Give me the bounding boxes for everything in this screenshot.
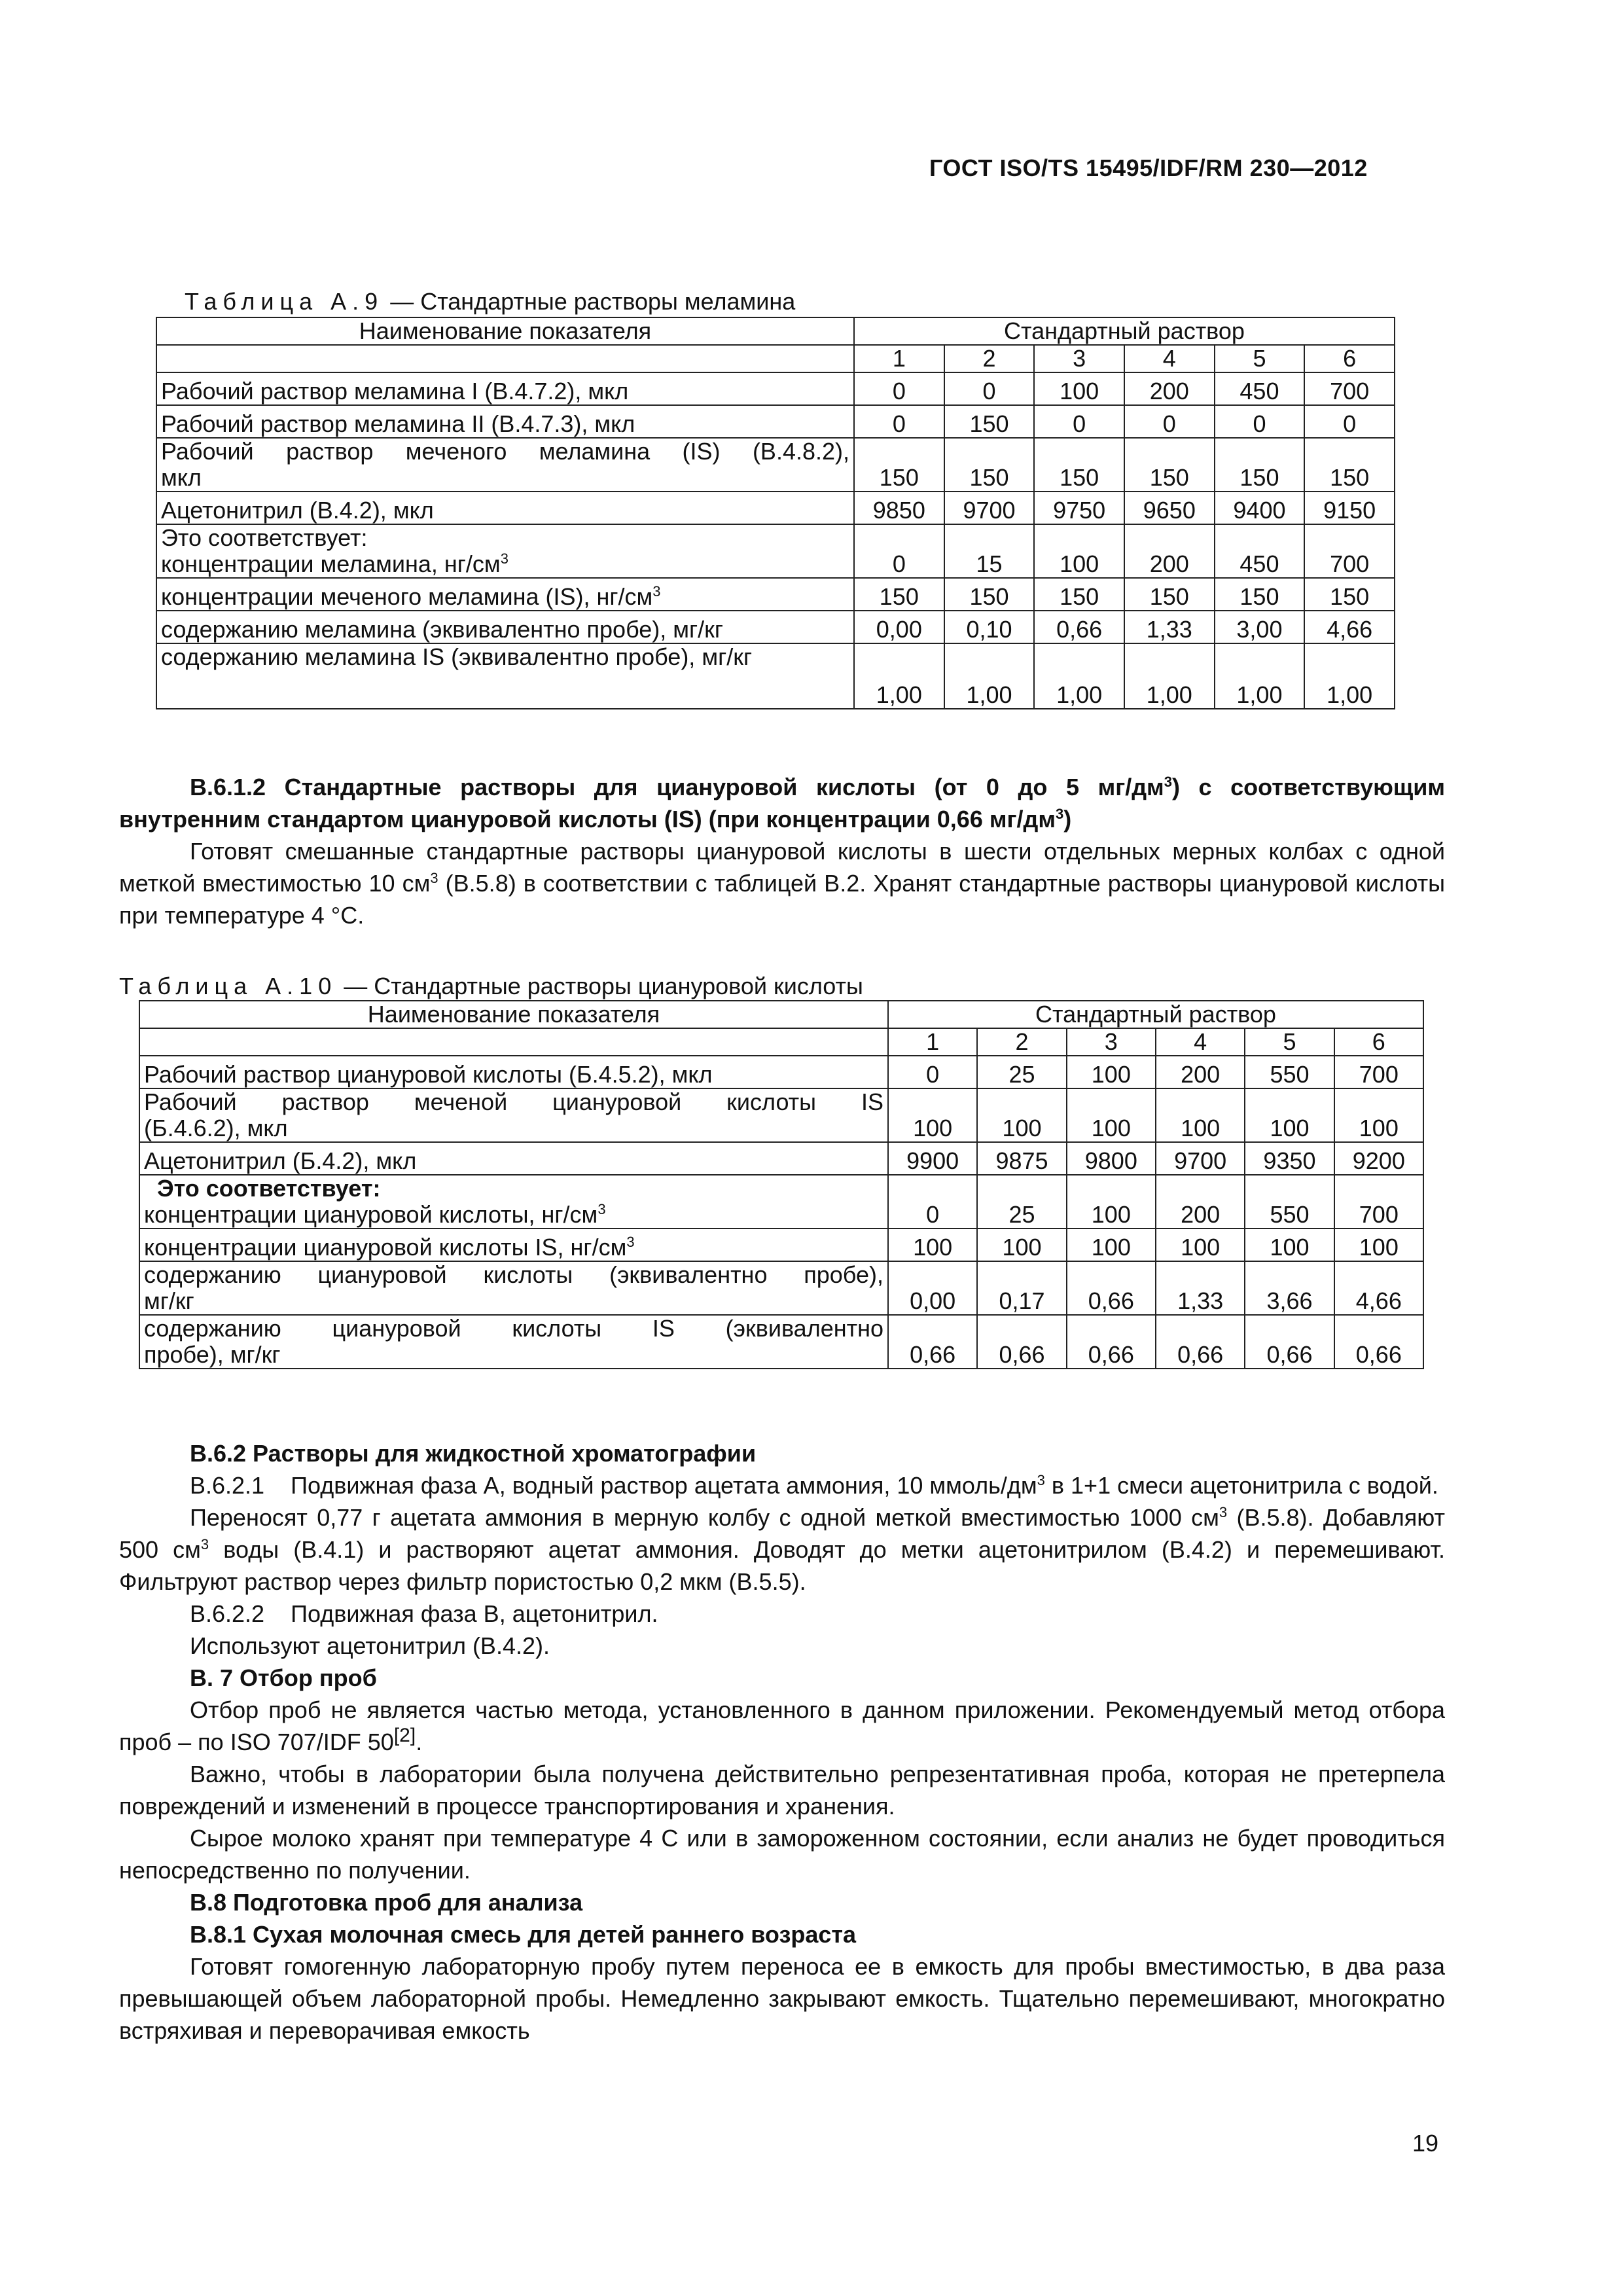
row-label: Рабочий раствор меченой циануровой кислоты IS (Б.4.6.2), мкл <box>139 1088 888 1142</box>
cell: 9700 <box>1156 1142 1245 1175</box>
cell: 150 <box>1304 438 1395 492</box>
cell: 0,66 <box>888 1315 977 1369</box>
table9-header-std: Стандартный раствор <box>854 317 1395 345</box>
cell: 1,00 <box>1034 643 1124 709</box>
row-label: содержанию циануровой кислоты (эквивалентно пробе), мг/кг <box>139 1261 888 1315</box>
row-label: содержанию меламина (эквивалентно пробе), мг/кг <box>156 611 854 643</box>
cell: 25 <box>977 1056 1066 1088</box>
cell: 200 <box>1124 524 1215 578</box>
cell: 3,66 <box>1245 1261 1334 1315</box>
cell: 100 <box>888 1229 977 1261</box>
cell: 100 <box>1334 1088 1423 1142</box>
table-row <box>156 492 1395 524</box>
table9-col-2: 2 <box>944 345 1035 372</box>
cell: 150 <box>1034 578 1124 611</box>
cell: 100 <box>1245 1229 1334 1261</box>
cell: 0 <box>944 372 1035 405</box>
cell: 0,66 <box>1067 1261 1156 1315</box>
row-label: Ацетонитрил (В.4.2), мкл <box>156 492 854 524</box>
table9-col-4: 4 <box>1124 345 1215 372</box>
cell: 200 <box>1156 1056 1245 1088</box>
cell: 1,00 <box>1124 643 1215 709</box>
table-row <box>156 578 1395 611</box>
table-row <box>156 372 1395 405</box>
cell: 100 <box>977 1088 1066 1142</box>
cell: 150 <box>944 578 1035 611</box>
cell: 9875 <box>977 1142 1066 1175</box>
table-row <box>139 1056 1423 1088</box>
cell: 100 <box>1067 1056 1156 1088</box>
paragraph: Важно, чтобы в лаборатории была получена действительно репрезентативная проба, которая не претерпела повреждений и изменений в процессе транспортирования и хранения. <box>119 1761 1445 1820</box>
cell: 1,00 <box>1304 643 1395 709</box>
cell: 100 <box>888 1088 977 1142</box>
cell: 1,00 <box>854 643 944 709</box>
paragraph: Отбор проб не является частью метода, установленного в данном приложении. Рекомендуемый метод отбора проб – по ISO 707/IDF 50[2]. <box>119 1696 1445 1755</box>
cell: 9700 <box>944 492 1035 524</box>
cell: 100 <box>1067 1088 1156 1142</box>
cell: 100 <box>1034 524 1124 578</box>
table9-caption: Таблица А.9 — Стандартные растворы меламина <box>185 288 796 315</box>
section-b612 <box>119 771 1445 931</box>
cell: 150 <box>944 405 1035 438</box>
cell: 9400 <box>1215 492 1305 524</box>
cell: 9350 <box>1245 1142 1334 1175</box>
table-row <box>139 1229 1423 1261</box>
row-label: Рабочий раствор меченого меламина (IS) (В.4.8.2), мкл <box>156 438 854 492</box>
row-label: Рабочий раствор меламина I (В.4.7.2), мкл <box>156 372 854 405</box>
paragraph: Используют ацетонитрил (В.4.2). <box>190 1632 550 1659</box>
table10-col-4: 4 <box>1156 1028 1245 1056</box>
cell: 4,66 <box>1304 611 1395 643</box>
cell: 0 <box>854 372 944 405</box>
cell: 700 <box>1304 372 1395 405</box>
cell: 0,10 <box>944 611 1035 643</box>
cell: 150 <box>854 438 944 492</box>
cell: 100 <box>1034 372 1124 405</box>
cell: 0,66 <box>1156 1315 1245 1369</box>
cell: 4,66 <box>1334 1261 1423 1315</box>
cell: 1,33 <box>1156 1261 1245 1315</box>
cell: 0,17 <box>977 1261 1066 1315</box>
table-row <box>139 1315 1423 1369</box>
document-header: ГОСТ ISO/TS 15495/IDF/RM 230—2012 <box>929 154 1368 181</box>
cell: 0 <box>888 1175 977 1229</box>
cell: 1,00 <box>944 643 1035 709</box>
paragraph: В.6.2.1 Подвижная фаза А, водный раствор ацетата аммония, 10 ммоль/$дм^3$ в 1+1 смеси ацетонитрила с водой. <box>190 1472 1438 1499</box>
cell: 700 <box>1334 1056 1423 1088</box>
table9-col-5: 5 <box>1215 345 1305 372</box>
cell: 150 <box>944 438 1035 492</box>
table9 <box>156 317 1395 709</box>
section-heading: В.6.1.2 Стандартные растворы для циануровой кислоты (от 0 до 5 $мг/дм^3$) с соответствующим внутренним стандартом циануровой кислоты (IS) (при концентрации 0,66 $мг/дм^3$) <box>119 774 1445 833</box>
cell: 0 <box>1304 405 1395 438</box>
cell: 450 <box>1215 524 1305 578</box>
table9-col-6: 6 <box>1304 345 1395 372</box>
cell: 100 <box>1156 1229 1245 1261</box>
table10-col-2: 2 <box>977 1028 1066 1056</box>
cell: 550 <box>1245 1056 1334 1088</box>
table10-col-3: 3 <box>1067 1028 1156 1056</box>
cell: 0 <box>888 1056 977 1088</box>
table10-col-numbers <box>139 1028 1423 1056</box>
section-heading-b62: В.6.2 Растворы для жидкостной хроматографии <box>190 1440 757 1467</box>
page-number: 19 <box>1412 2130 1439 2157</box>
cell: 100 <box>1067 1175 1156 1229</box>
cell: 200 <box>1124 372 1215 405</box>
table10-col-1: 1 <box>888 1028 977 1056</box>
cell: 100 <box>977 1229 1066 1261</box>
cell: 0,00 <box>888 1261 977 1315</box>
cell: 1,33 <box>1124 611 1215 643</box>
cell: 9150 <box>1304 492 1395 524</box>
cell: 9200 <box>1334 1142 1423 1175</box>
cell: 9650 <box>1124 492 1215 524</box>
cell: 100 <box>1067 1229 1156 1261</box>
body-text <box>119 1437 1445 2047</box>
cell: 0,66 <box>977 1315 1066 1369</box>
table9-header-name: Наименование показателя <box>156 317 854 345</box>
table9-col-3: 3 <box>1034 345 1124 372</box>
table10-header-row <box>139 1001 1423 1028</box>
row-label: содержанию циануровой кислоты IS (эквивалентно пробе), мг/кг <box>139 1315 888 1369</box>
cell: 150 <box>1215 438 1305 492</box>
cell: 150 <box>1034 438 1124 492</box>
cell: 150 <box>854 578 944 611</box>
paragraph: Готовят гомогенную лабораторную пробу путем переноса ее в емкость для пробы вместимостью, в два раза превышающей объем лабораторной пробы. Немедленно закрывают емкость. Тщательно перемешивают, многократно встряхивая и переворачивая емкость <box>119 1953 1445 2044</box>
table-row <box>139 1261 1423 1315</box>
cell: 0 <box>854 405 944 438</box>
row-label: Рабочий раствор меламина II (В.4.7.3), мкл <box>156 405 854 438</box>
cell: 700 <box>1334 1175 1423 1229</box>
table-row <box>156 643 1395 709</box>
cell: 550 <box>1245 1175 1334 1229</box>
row-label: Рабочий раствор циануровой кислоты (Б.4.5.2), мкл <box>139 1056 888 1088</box>
cell: 1,00 <box>1215 643 1305 709</box>
table10-header-std: Стандартный раствор <box>888 1001 1423 1028</box>
cell: 450 <box>1215 372 1305 405</box>
table10-header-name: Наименование показателя <box>139 1001 888 1028</box>
row-label: Ацетонитрил (Б.4.2), мкл <box>139 1142 888 1175</box>
row-label: концентрации меченого меламина (IS), $нг/см^3$ <box>156 578 854 611</box>
table10 <box>139 1000 1424 1369</box>
paragraph: Готовят смешанные стандартные растворы циануровой кислоты в шести отдельных мерных колбах с одной меткой вместимостью 10 $см^3$ (В.5.8) в соответствии с таблицей В.2. Хранят стандартные растворы циануровой кислоты при температуре 4 °С. <box>119 838 1445 929</box>
table-row <box>156 438 1395 492</box>
paragraph: Сырое молоко хранят при температуре 4 С или в замороженном состоянии, если анализ не будет проводиться непосредственно по получении. <box>119 1825 1445 1884</box>
table-row <box>139 1175 1423 1229</box>
cell: 0 <box>854 524 944 578</box>
table-row <box>156 611 1395 643</box>
section-heading-b8: В.8 Подготовка проб для анализа <box>190 1889 583 1916</box>
cell: 25 <box>977 1175 1066 1229</box>
cell: 100 <box>1245 1088 1334 1142</box>
cell: 3,00 <box>1215 611 1305 643</box>
cell: 0,66 <box>1067 1315 1156 1369</box>
cell: 100 <box>1334 1229 1423 1261</box>
table-row <box>139 1088 1423 1142</box>
cell: 200 <box>1156 1175 1245 1229</box>
table10-col-5: 5 <box>1245 1028 1334 1056</box>
table10-caption: Таблица А.10 — Стандартные растворы циануровой кислоты <box>119 973 863 999</box>
cell: 150 <box>1124 578 1215 611</box>
paragraph: Переносят 0,77 г ацетата аммония в мерную колбу с одной меткой вместимостью 1000 $см^3$ (В.5.8). Добавляют 500 $см^3$ воды (В.4.1) и растворяют ацетат аммония. Доводят до метки ацетонитрилом (В.4.2) и перемешивают. Фильтруют раствор через фильтр пористостью 0,2 мкм (В.5.5). <box>119 1504 1445 1595</box>
cell: 0,00 <box>854 611 944 643</box>
table-row <box>156 524 1395 578</box>
row-label: содержанию меламина IS (эквивалентно пробе), мг/кг <box>156 643 854 709</box>
cell: 0 <box>1124 405 1215 438</box>
row-label: Это соответствует: концентрации меламина, $нг/см^3$ <box>156 524 854 578</box>
cell: 9750 <box>1034 492 1124 524</box>
table9-col-numbers <box>156 345 1395 372</box>
cell: 9850 <box>854 492 944 524</box>
cell: 150 <box>1304 578 1395 611</box>
section-heading-b81: В.8.1 Сухая молочная смесь для детей раннего возраста <box>190 1921 857 1948</box>
table10-col-6: 6 <box>1334 1028 1423 1056</box>
row-label: концентрации циануровой кислоты IS, $нг/см^3$ <box>139 1229 888 1261</box>
row-label: Это соответствует: концентрации циануровой кислоты, $нг/см^3$ <box>139 1175 888 1229</box>
table-row <box>156 405 1395 438</box>
table9-header-row <box>156 317 1395 345</box>
cell: 700 <box>1304 524 1395 578</box>
table9-col-1: 1 <box>854 345 944 372</box>
table-row <box>139 1142 1423 1175</box>
cell: 150 <box>1124 438 1215 492</box>
cell: 0,66 <box>1034 611 1124 643</box>
cell: 0 <box>1215 405 1305 438</box>
cell: 0,66 <box>1334 1315 1423 1369</box>
cell: 9900 <box>888 1142 977 1175</box>
cell: 100 <box>1156 1088 1245 1142</box>
paragraph: В.6.2.2 Подвижная фаза В, ацетонитрил. <box>190 1600 658 1627</box>
cell: 150 <box>1215 578 1305 611</box>
cell: 0,66 <box>1245 1315 1334 1369</box>
cell: 0 <box>1034 405 1124 438</box>
cell: 9800 <box>1067 1142 1156 1175</box>
section-heading-b7: В. 7 Отбор проб <box>190 1664 377 1691</box>
cell: 15 <box>944 524 1035 578</box>
